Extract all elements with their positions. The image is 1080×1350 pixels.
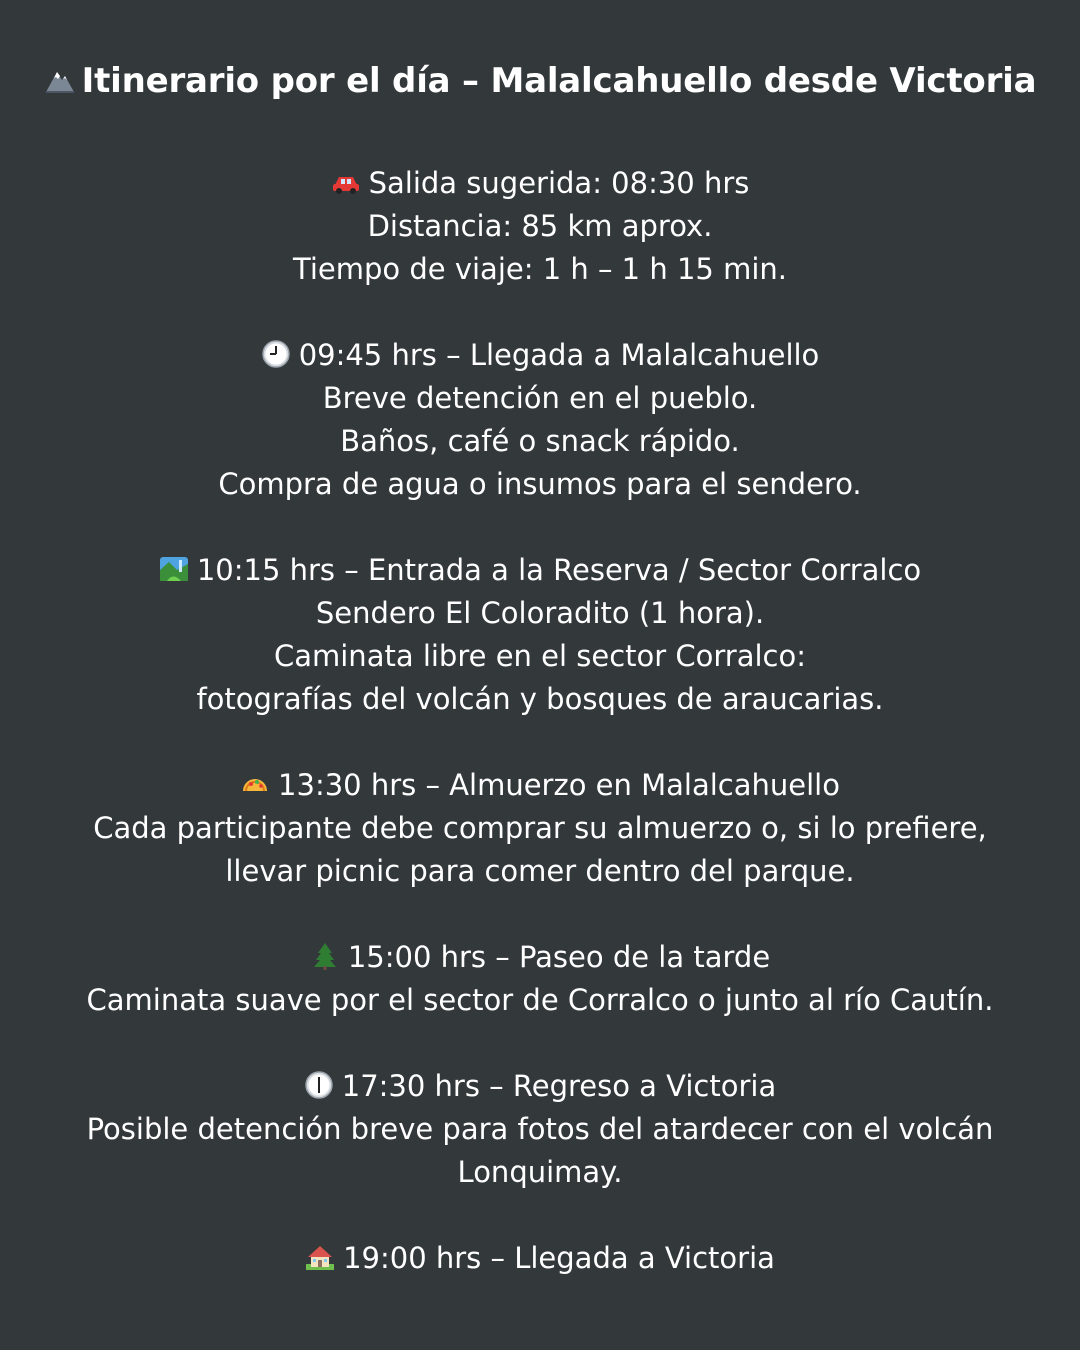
itinerary-section-lunch xyxy=(0,764,1080,893)
national-park-icon xyxy=(159,553,189,583)
section-line: Cada participante debe comprar su almuerzo o, si lo prefiere, xyxy=(93,811,987,845)
section-line: Breve detención en el pueblo. xyxy=(322,381,758,415)
clock-icon xyxy=(304,1069,334,1099)
section-heading xyxy=(0,1065,1080,1108)
section-heading-text: 19:00 hrs – Llegada a Victoria xyxy=(343,1241,775,1275)
itinerary-section-afternoon xyxy=(0,936,1080,1022)
section-heading-text: 13:30 hrs – Almuerzo en Malalcahuello xyxy=(278,768,840,802)
house-icon xyxy=(305,1241,335,1271)
clock-icon xyxy=(261,338,291,368)
section-heading xyxy=(0,936,1080,979)
section-line: Posible detención breve para fotos del atardecer con el volcán Lonquimay. xyxy=(86,1112,994,1189)
section-line: Tiempo de viaje: 1 h – 1 h 15 min. xyxy=(293,252,787,286)
section-line: Caminata suave por el sector de Corralco o junto al río Cautín. xyxy=(86,983,994,1017)
section-line: llevar picnic para comer dentro del parque. xyxy=(225,854,855,888)
taco-icon xyxy=(240,768,270,798)
section-line: Distancia: 85 km aprox. xyxy=(367,209,713,243)
section-heading xyxy=(0,764,1080,807)
section-line: fotografías del volcán y bosques de araucarias. xyxy=(196,682,884,716)
itinerary-section-reserve xyxy=(0,549,1080,721)
section-heading-text: 17:30 hrs – Regreso a Victoria xyxy=(341,1069,777,1103)
page-title xyxy=(0,58,1080,104)
page-title-text: Itinerario por el día – Malalcahuello desde Victoria xyxy=(81,61,1037,101)
section-line: Compra de agua o insumos para el sendero. xyxy=(218,467,862,501)
section-line: Caminata libre en el sector Corralco: xyxy=(273,639,807,673)
itinerary-section-final-arrival xyxy=(0,1237,1080,1280)
section-line: Baños, café o snack rápido. xyxy=(340,424,740,458)
section-heading xyxy=(0,1237,1080,1280)
tree-icon xyxy=(310,940,340,970)
itinerary-section-return xyxy=(0,1065,1080,1194)
car-icon xyxy=(331,166,361,196)
section-heading-text: Salida sugerida: 08:30 hrs xyxy=(368,166,750,200)
section-heading-text: 15:00 hrs – Paseo de la tarde xyxy=(347,940,771,974)
section-heading xyxy=(0,549,1080,592)
mountain-icon xyxy=(44,62,76,94)
section-heading-text: 10:15 hrs – Entrada a la Reserva / Sector Corralco xyxy=(196,553,922,587)
itinerary-section-departure xyxy=(0,162,1080,291)
section-line: Sendero El Coloradito (1 hora). xyxy=(315,596,765,630)
section-heading xyxy=(0,334,1080,377)
section-heading xyxy=(0,162,1080,205)
itinerary-section-arrival xyxy=(0,334,1080,506)
section-heading-text: 09:45 hrs – Llegada a Malalcahuello xyxy=(298,338,820,372)
